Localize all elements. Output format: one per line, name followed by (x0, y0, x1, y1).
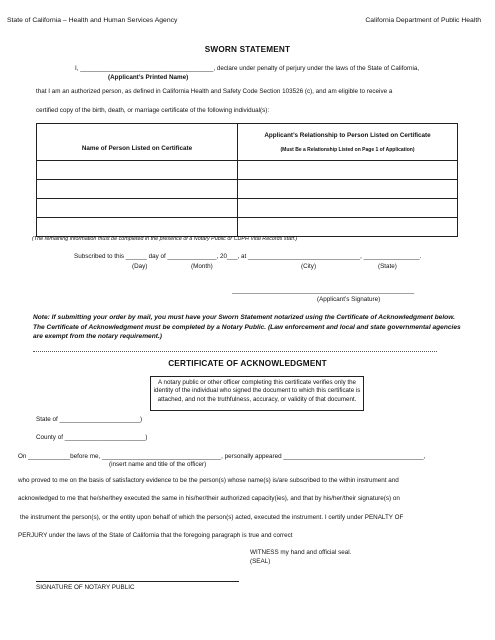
relationship-cell[interactable] (238, 161, 458, 180)
certificate-title: CERTIFICATE OF ACKNOWLEDGMENT (168, 359, 327, 368)
name-cell[interactable] (37, 161, 238, 180)
applicant-signature-caption: (Applicant’s Signature) (317, 296, 381, 303)
day-caption: (Day) (132, 263, 148, 270)
relationship-cell[interactable] (238, 218, 458, 237)
declaration-line: I, ______________________________________, declare under penalty of perjury under the laws of the State of California, (75, 65, 420, 72)
county-of-line: County of _______________________) (36, 434, 148, 441)
notary-disclaimer-box (150, 376, 364, 411)
seal-label: (SEAL) (250, 558, 271, 565)
name-cell[interactable] (37, 199, 238, 218)
acknowledgment-body-4: PERJURY under the laws of the State of California that the foregoing paragraph is true and correct (18, 532, 293, 539)
certificate-persons-table (36, 123, 458, 237)
table-row (37, 218, 458, 237)
state-of-line: State of _______________________) (36, 416, 143, 423)
table-row (37, 180, 458, 199)
relationship-cell[interactable] (238, 180, 458, 199)
relationship-column-header (238, 124, 458, 161)
sworn-statement-title: SWORN STATEMENT (204, 45, 291, 54)
relationship-cell[interactable] (238, 199, 458, 218)
table-row (37, 199, 458, 218)
acknowledgment-body-3: the instrument the person(s), or the entity upon behalf of which the person(s) acted, executed the instrument. I certify under PENALTY OF (20, 514, 404, 521)
city-caption: (City) (301, 263, 317, 270)
authorized-person-line: that I am an authorized person, as defined in California Health and Safety Code Section 103526 (c), and am eligible to receive a (36, 88, 393, 95)
printed-name-caption: (Applicant’s Printed Name) (108, 74, 189, 81)
section-divider (33, 351, 437, 352)
certificate-individuals-line: certified copy of the birth, death, or marriage certificate of the following individual(s): (36, 107, 270, 114)
table-row (37, 161, 458, 180)
mail-notary-note: Note: If submitting your order by mail, you must have your Sworn Statement notarized using the Certificate of Acknowledgment below. The Certificate of Acknowledgment must be completed by a Notary Public. (Law enforcement and local and state governmental agencies are exempt from the notary requirement.) (33, 314, 461, 341)
acknowledgment-body-2: acknowledged to me that he/she/they executed the same in his/her/their authorized capacity(ies), and that by his/her/their signature(s) on (18, 495, 400, 502)
applicant-signature-line: ____________________________________________________ (232, 287, 415, 294)
relationship-header-note: (Must Be a Relationship Listed on Page 1 of Application) (280, 146, 415, 153)
relationship-header-text: Applicant’s Relationship to Person Listed on Certificate (264, 131, 431, 139)
month-caption: (Month) (191, 263, 213, 270)
on-before-me-line: On ____________before me, __________________________________, personally appeared ________________________________________, (18, 453, 426, 460)
department-header: California Department of Public Health (365, 17, 481, 24)
notary-disclaimer-text: A notary public or other officer completing this certificate verifies only the identity of the individual who signed the document to which this certificate is attached, and not the truthfulness, accuracy, or validity of that document. (153, 379, 361, 403)
notary-signature-label: SIGNATURE OF NOTARY PUBLIC (36, 584, 135, 591)
notary-signature-line (36, 581, 239, 582)
witness-line: WITNESS my hand and official seal. (250, 549, 352, 556)
subscribed-line: Subscribed to this ______ day of ______________, 20___, at ________________________________, ________________. (74, 253, 422, 260)
name-cell[interactable] (37, 180, 238, 199)
presence-note: (The remaining information must be completed in the presence of a Notary Public or CDPH Vital Records staff.) (32, 236, 298, 242)
name-column-header: Name of Person Listed on Certificate (37, 124, 238, 161)
name-cell[interactable] (37, 218, 238, 237)
agency-header: State of California – Health and Human Services Agency (7, 17, 178, 24)
state-caption: (State) (378, 263, 397, 270)
acknowledgment-body-1: who proved to me on the basis of satisfactory evidence to be the person(s) whose name(s) is/are subscribed to the within instrument and (18, 477, 399, 484)
officer-caption: (insert name and title of the officer) (109, 461, 207, 468)
